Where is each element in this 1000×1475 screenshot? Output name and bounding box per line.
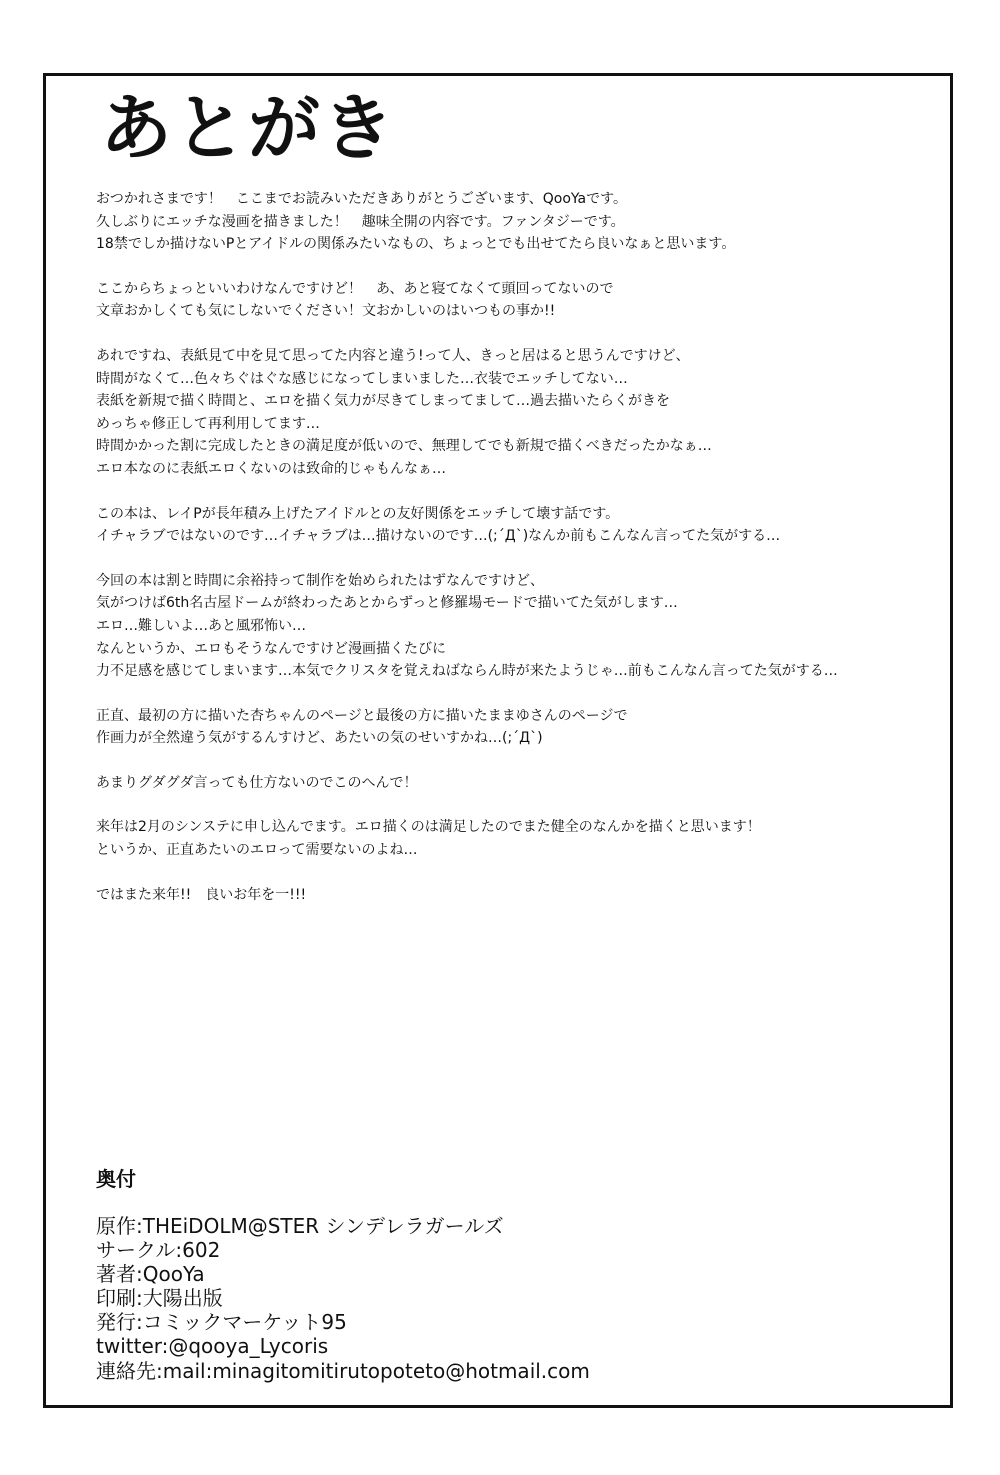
colophon-circle: サークル:602 <box>96 1238 221 1263</box>
colophon-contact: 連絡先:mail:minagitomitirutopoteto@hotmail.com <box>96 1358 590 1383</box>
text-line: おつかれさまです！ ここまでお読みいただきありがとうございます、QooYaです。 <box>96 191 627 207</box>
colophon-heading: 奥付 <box>96 1167 136 1191</box>
text-line: なんというか、エロもそうなんですけど漫画描くたびに <box>96 640 446 657</box>
text-line: エロ本なのに表紙エロくないのは致命的じゃもんなぁ… <box>96 460 446 477</box>
paragraph-wrap-up <box>96 772 946 795</box>
colophon-twitter: twitter:@qooya_Lycoris <box>96 1334 329 1359</box>
text-line: 時間がなくて…色々ちぐはぐな感じになってしまいました…衣装でエッチしてない… <box>96 370 628 387</box>
text-line: エロ…難しいよ…あと風邪怖い… <box>96 617 306 634</box>
text-line: 気がつけば6th名古屋ドームが終わったあとからずっと修羅場モードで描いてた気がします… <box>96 595 678 612</box>
text-line: めっちゃ修正して再利用してます… <box>96 415 320 432</box>
paragraph-next-year <box>96 816 946 861</box>
paragraph-cover <box>96 345 946 481</box>
text-line: この本は、レイPが長年積み上げたアイドルとの友好関係をエッチして壊す話です。 <box>96 505 620 522</box>
colophon-author: 著者:QooYa <box>96 1262 205 1287</box>
text-line: ここからちょっといいわけなんですけど！ あ、あと寝てなくて頭回ってないので <box>96 280 614 297</box>
paragraph-excuse-intro <box>96 278 946 323</box>
text-line: 表紙を新規で描く時間と、エロを描く気力が尽きてしまってまして…過去描いたらくがきを <box>96 393 670 410</box>
paragraph-story <box>96 503 946 548</box>
text-line: 作画力が全然違う気がするんすけど、あたいの気のせいすかね…(;´Д`) <box>96 730 543 747</box>
paragraph-art-quality <box>96 705 946 750</box>
text-line: 18禁でしか描けないPとアイドルの関係みたいなもの、ちょっとでも出せてたら良いなぁと思います。 <box>96 236 736 253</box>
text-line: 正直、最初の方に描いた杏ちゃんのページと最後の方に描いたままゆさんのページで <box>96 707 628 724</box>
paragraph-schedule <box>96 570 946 683</box>
text-line: 時間かかった割に完成したときの満足度が低いので、無理してでも新規で描くべきだったかなぁ… <box>96 438 712 455</box>
text-line: 文章おかしくても気にしないでください！文おかしいのはいつもの事か!! <box>96 303 556 320</box>
text-line: あまりグダグダ言っても仕方ないのでこのへんで！ <box>96 774 418 791</box>
colophon-publication: 発行:コミックマーケット95 <box>96 1310 347 1335</box>
text-line: というか、正直あたいのエロって需要ないのよね… <box>96 842 418 859</box>
paragraph-greeting <box>96 188 946 256</box>
text-line: 久しぶりにエッチな漫画を描きました！ 趣味全開の内容です。ファンタジーです。 <box>96 213 625 230</box>
text-line: 力不足感を感じてしまいます…本気でクリスタを覚えねばならん時が来たようじゃ…前もこんなん言ってた気がする… <box>96 663 838 680</box>
afterword-body <box>96 188 946 928</box>
page-title: あとがき <box>100 86 397 170</box>
paragraph-farewell <box>96 884 946 907</box>
colophon-original-work: 原作:THEiDOLM@STER シンデレラガールズ <box>96 1214 504 1238</box>
colophon-printer: 印刷:大陽出版 <box>96 1286 223 1311</box>
colophon-list <box>96 1214 590 1383</box>
text-line: あれですね、表紙見て中を見て思ってた内容と違う!って人、きっと居はると思うんですけど、 <box>96 347 690 364</box>
text-line: 来年は2月のシンステに申し込んでます。エロ描くのは満足したのでまた健全のなんかを描くと思います！ <box>96 819 761 836</box>
text-line: ではまた来年!! 良いお年を一!!! <box>96 886 307 903</box>
text-line: 今回の本は割と時間に余裕持って制作を始められたはずなんですけど、 <box>96 572 544 589</box>
text-line: イチャラブではないのです…イチャラブは…描けないのです…(;´Д`)なんか前もこんなん言ってた気がする… <box>96 528 781 545</box>
